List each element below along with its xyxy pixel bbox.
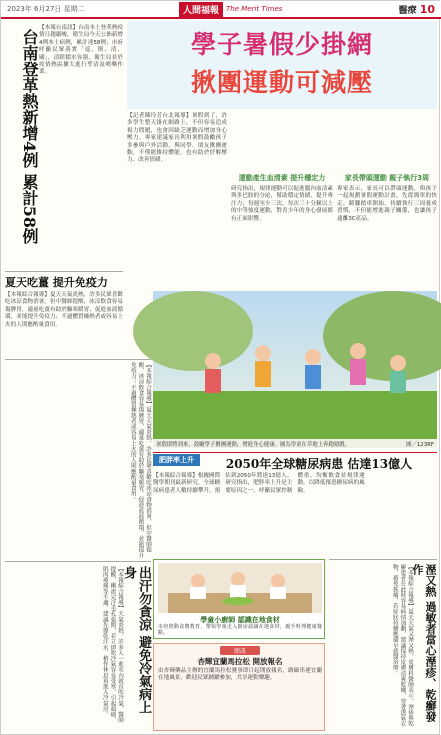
chef-photo (158, 563, 322, 613)
notice-label: 簡訊 (220, 646, 260, 655)
photo-caption: 暑假即將到來，鼓勵學子揪團運動，增進身心健康。圖為學童在草地上奔跑嬉戲。 (156, 442, 351, 448)
main-col2-text: 研究指出，規律運動可以促進腦內血清素與多巴胺的分泌，幫助穩定情緒、提升專注力；每週至少三次、每次三十分鐘以上的中等強度運動，對青少年的身心發展都有正面影響。 (231, 186, 333, 222)
page-header (1, 1, 441, 19)
page-number: 10 (419, 3, 435, 16)
section-label (399, 3, 435, 16)
main-subhead-1: 運動產生血清素 提升穩定力 (238, 174, 326, 182)
main-col3-text: 專家表示，家長可以帶頭運動，與孩子一起規劃暑假運動計畫，先從簡單的快走、騎腳踏車開始，持續執行三周養成習慣，不但能增進親子關係，也讓孩子遠離3C產品。 (337, 186, 437, 222)
logo-zh: 人間福報 (179, 2, 223, 17)
main-col-1 (127, 113, 227, 288)
eczema-headline: 溼又熱 過敏者當心溼疹、乾癬發作 (411, 564, 437, 722)
chef-photo-illustration (158, 563, 322, 613)
photo-credit: 圖／123RF (406, 442, 434, 448)
main-col1-text: 【記者陳玲芳台北報導】暑假到了，許多學生整天掛在網路上，不但容易造成視力問題，也會因缺乏運動而增加身心壓力。專家建議家長利用暑假鼓勵孩子多參與戶外活動，與同學、朋友揪團運動，不僅能維持體能，也有助於紓解壓力、改善情緒。 (127, 113, 227, 164)
diabetes-body: 【本報綜合報導】根據國際醫學期刊最新研究，全球糖尿病患者人數持續攀升，預估到2050年將達13億人。研究指出，肥胖率上升是主要原因之一，呼籲民眾控制體重、均衡飲食並規律運動，以降低罹患糖尿病的風險。 (153, 473, 365, 494)
ginger-body: 【本報綜合報導】夏天天氣炎熱，許多民眾喜歡吃冰涼食物消暑，但中醫師提醒，冰涼飲食容易傷脾胃，適量吃薑有助於驅寒暖胃、促進血液循環，並能提升免疫力；不過體質燥熱者或容易上火的人則應酌量食用。 (5, 292, 123, 328)
ginger-article (5, 271, 123, 356)
main-title-line2: 揪團運動可減壓 (190, 68, 373, 97)
cooling-headline: 出汗勿貪涼 避免冷氣病上身 (121, 566, 151, 714)
photo-illustration (153, 291, 437, 439)
diabetes-body-wrap (153, 473, 437, 555)
kids-running-photo (153, 291, 437, 439)
chef-feature-box (153, 559, 325, 639)
ginger-continued (5, 359, 151, 559)
logo-en: The Merit Times (226, 5, 283, 13)
photo-caption-bar (153, 439, 437, 448)
main-subhead-2: 家長帶頭運動 親子執行3周 (344, 174, 430, 182)
cooling-article (5, 561, 151, 731)
obesity-banner: 肥胖率上升 (153, 454, 200, 466)
section-name: 醫療 (398, 6, 417, 16)
diabetes-headline: 2050年全球糖尿病患 估達13億人 (225, 457, 413, 471)
dengue-body: 【本報台南訊】台南本土登革熱疫情日趨嚴峻，衛生局今天公佈新增4例本土病例，累計達58例；市府呼籲民眾落實「巡、倒、清、刷」，清除積水容器，衛生局並於疫情熱區擴大進行孳清及噴藥作業。 (39, 25, 123, 76)
ginger-body-vertical: 【本報綜合報導】夏天天氣炎熱，許多民眾喜歡吃冰涼食物消暑，但中醫師提醒，冰涼飲食容易傷脾胃，適量吃薑有助於驅寒暖胃、促進血液循環，並能提升免疫力；不過體質燥熱者或容易上火的人則應酌量食用。 (129, 362, 151, 558)
cooling-body: 【本報綜合報導】天氣炎熱，許多人一進室內就直吹冷氣，醫師提醒，剛流完汗毛孔張開，若立即吹冷氣容易受寒，引起頭痛、肌肉痠痛等不適，建議先擦乾汗水、稍作休息再進入冷氣房。 (101, 566, 123, 723)
main-col-3 (337, 113, 437, 288)
main-title-line1: 學子暑假少掛網 (190, 30, 373, 59)
masthead-logo[interactable] (179, 2, 282, 17)
chef-body: 市府推動食農教育，帶領學童走入廚房認識在地食材，親手料理健康餐點。 (158, 624, 322, 636)
main-col-2 (231, 113, 333, 288)
dengue-article (5, 23, 123, 268)
notice-box (153, 643, 325, 731)
main-title-block (127, 21, 437, 109)
chef-title: 學童小廚師 認識在地食材 (200, 616, 280, 624)
eczema-article (329, 559, 437, 731)
notice-body: 由杏輝藥品主辦的宜蘭馬拉松賽事即日起開放報名，路線串連宜蘭在地風景，歡迎民眾踴躍參加，共享運動樂趣。 (158, 668, 322, 682)
eczema-body: 【本報綜合報導】夏天天氣又溼又熱，皮膚科醫師表示，溼疹與乾癬患者在此時容易病情加劇，建議保持皮膚清爽乾燥，穿著透氣衣物，避免抓癢，若症狀持續應儘早就醫治療。 (391, 564, 413, 727)
issue-date: 2023年 6月27日 星期二 (7, 5, 85, 13)
dengue-headline: 台南登革熱新增4例 累計58例 (20, 29, 39, 244)
notice-title: 杏輝宜蘭馬拉松 開放報名 (197, 657, 283, 666)
ginger-headline: 夏天吃薑 提升免疫力 (5, 276, 108, 289)
